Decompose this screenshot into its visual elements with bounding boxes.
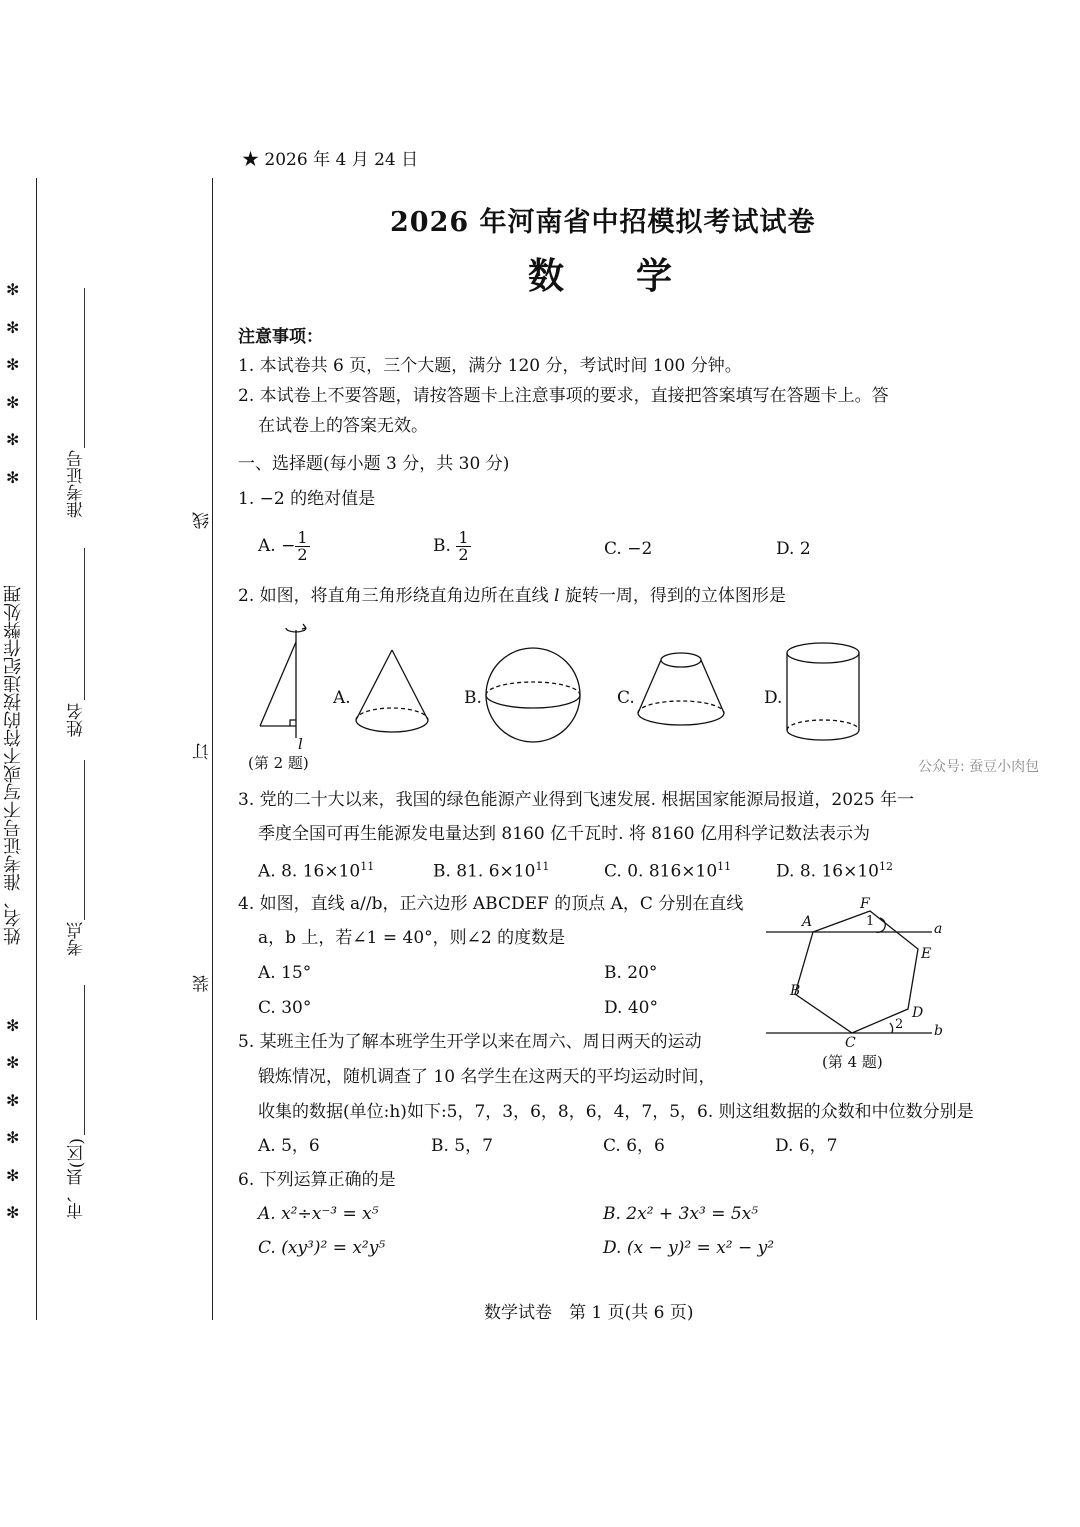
- q2-axis-label: l: [298, 735, 303, 753]
- margin-mark-line: 线: [193, 512, 213, 529]
- q4-line2: a，b 上，若∠1 = 40°，则∠2 的度数是: [258, 928, 566, 948]
- q5-line2: 锻炼情况，随机调查了 10 名学生在这两天的平均运动时间，: [258, 1067, 716, 1087]
- star-icon: ✻: [6, 1016, 20, 1035]
- star-icon: ✻: [6, 1203, 20, 1222]
- option-b-sphere: [486, 648, 580, 742]
- q1-a-numerator: 1: [297, 528, 308, 547]
- q3-option-a[interactable]: A. 8. $16\times 10^{11}$: [258, 860, 375, 882]
- margin-mark-install: 装: [193, 975, 213, 992]
- q6-option-a[interactable]: A. x²÷x⁻³ = x⁵: [258, 1204, 379, 1224]
- q6-stem: 6. 下列运算正确的是: [238, 1170, 396, 1190]
- star-icon: ✻: [6, 1166, 20, 1185]
- q2-option-a[interactable]: A.: [333, 688, 351, 708]
- q1-a-denominator: 2: [297, 545, 308, 564]
- q5-option-a[interactable]: A. 5，6: [258, 1136, 320, 1156]
- q1-b-prefix: B.: [433, 536, 457, 556]
- star-icon: ✻: [6, 430, 20, 449]
- star-icon: ✻: [6, 355, 20, 374]
- exam-number-blank[interactable]: [84, 288, 85, 448]
- star-icon: ✻: [6, 318, 20, 337]
- q1-option-d[interactable]: D. 2: [776, 539, 811, 559]
- note-1: 1. 本试卷共 6 页，三个大题，满分 120 分，考试时间 100 分钟。: [238, 356, 742, 376]
- q3-option-d[interactable]: D. 8. $16\times 10^{12}$: [776, 860, 893, 882]
- page-footer: 数学试卷 第 1 页(共 6 页): [484, 1303, 694, 1323]
- exam-site-label: 考点: [67, 922, 87, 956]
- q2-stem: 2. 如图，将直角三角形绕直角边所在直线 l 旋转一周，得到的立体图形是: [238, 586, 786, 606]
- margin-mark-bind: 订: [193, 743, 213, 760]
- q1-b-numerator: 1: [458, 528, 469, 547]
- q6-option-b[interactable]: B. 2x² + 3x³ = 5x⁵: [603, 1204, 759, 1224]
- q1-b-denominator: 2: [458, 545, 469, 564]
- q4-figure-label: (第 4 题): [822, 1053, 883, 1071]
- star-icon: ✻: [6, 1128, 20, 1147]
- name-label: 姓名: [67, 703, 87, 737]
- note-2: 2. 本试卷上不要答题，请按答题卡上注意事项的要求，直接把答案填写在答题卡上。答: [238, 386, 889, 406]
- exam-date: ★ 2026 年 4 月 24 日: [242, 150, 419, 170]
- note-2-cont: 在试卷上的答案无效。: [258, 416, 428, 436]
- q1-option-b[interactable]: [433, 530, 471, 563]
- q4-label-e: E: [921, 946, 932, 962]
- name-blank[interactable]: [84, 548, 85, 700]
- q4-label-d: D: [912, 1005, 924, 1021]
- q2-figure-label: (第 2 题): [248, 754, 309, 772]
- binding-line-outer: [36, 178, 37, 1320]
- q2-figure: [250, 620, 870, 753]
- option-c-frustum: [638, 653, 724, 725]
- q5-line3: 收集的数据(单位:h)如下:5，7，3，6，8，6，4，7，5，6. 则这组数据的众数和中位数分别是: [258, 1102, 974, 1122]
- exam-title: 2026 年河南省中招模拟考试试卷: [390, 207, 816, 238]
- exam-number-label: 准考证号: [67, 450, 87, 518]
- option-a-cone: [356, 650, 428, 732]
- q4-option-b[interactable]: B. 20°: [604, 963, 658, 983]
- q2-option-d[interactable]: D.: [764, 688, 783, 708]
- q4-label-b: B: [790, 983, 801, 999]
- city-blank[interactable]: [84, 985, 85, 1135]
- q3-line2: 季度全国可再生能源发电量达到 8160 亿千瓦时. 将 8160 亿用科学记数法表示为: [258, 824, 870, 844]
- q5-option-b[interactable]: B. 5，7: [431, 1136, 493, 1156]
- option-d-cylinder: [787, 643, 859, 740]
- q5-line1: 5. 某班主任为了解本班学生开学以来在周六、周日两天的运动: [238, 1032, 702, 1052]
- q4-label-c: C: [845, 1035, 856, 1051]
- notes-heading: 注意事项：: [238, 327, 323, 347]
- q3-option-b[interactable]: B. 81. $6\times 10^{11}$: [433, 860, 550, 882]
- q1-option-c[interactable]: C. −2: [604, 539, 653, 559]
- subject-title: 数 学: [528, 255, 673, 297]
- star-icon: ✻: [6, 280, 20, 299]
- q4-option-a[interactable]: A. 15°: [258, 963, 312, 983]
- q4-option-d[interactable]: D. 40°: [604, 998, 658, 1018]
- exam-site-blank[interactable]: [84, 760, 85, 920]
- q4-label-line-b: b: [934, 1023, 943, 1039]
- q2-option-c[interactable]: C.: [617, 688, 635, 708]
- q3-line1: 3. 党的二十大以来，我国的绿色能源产业得到飞速发展. 根据国家能源局报道，2025 年一: [238, 790, 915, 810]
- q2-option-b[interactable]: B.: [464, 688, 482, 708]
- q4-option-c[interactable]: C. 30°: [258, 998, 312, 1018]
- q4-label-a: A: [802, 914, 813, 930]
- q4-line1: 4. 如图，直线 a//b，正六边形 ABCDEF 的顶点 A，C 分别在直线: [238, 894, 744, 914]
- q4-label-1: 1: [866, 914, 875, 929]
- q5-option-d[interactable]: D. 6，7: [775, 1136, 838, 1156]
- q6-option-c[interactable]: C. (xy³)² = x²y⁵: [258, 1238, 386, 1258]
- q2-triangle: [260, 624, 306, 738]
- section-heading: 一、选择题(每小题 3 分，共 30 分): [238, 454, 510, 474]
- q1-option-a[interactable]: [258, 530, 310, 563]
- q4-figure: [760, 892, 960, 1042]
- q3-option-c[interactable]: C. 0. $816\times 10^{11}$: [604, 860, 732, 882]
- watermark: 公众号: 蚕豆小肉包: [918, 759, 1040, 775]
- exam-warning: 姓名、准考证号不写或不符的按违纪作弊处理: [3, 585, 24, 945]
- star-icon: ✻: [6, 1091, 20, 1110]
- q5-option-c[interactable]: C. 6，6: [603, 1136, 665, 1156]
- q1-a-prefix: A. −: [258, 536, 296, 556]
- city-label: 市、县(区): [67, 1138, 87, 1220]
- star-icon: ✻: [6, 1053, 20, 1072]
- q4-label-f: F: [860, 896, 870, 912]
- q4-label-2: 2: [895, 1017, 904, 1032]
- star-icon: ✻: [6, 468, 20, 487]
- q4-label-line-a: a: [934, 921, 943, 937]
- q6-option-d[interactable]: D. (x − y)² = x² − y²: [603, 1238, 775, 1258]
- star-icon: ✻: [6, 393, 20, 412]
- q1-stem: 1. −2 的绝对值是: [238, 489, 376, 509]
